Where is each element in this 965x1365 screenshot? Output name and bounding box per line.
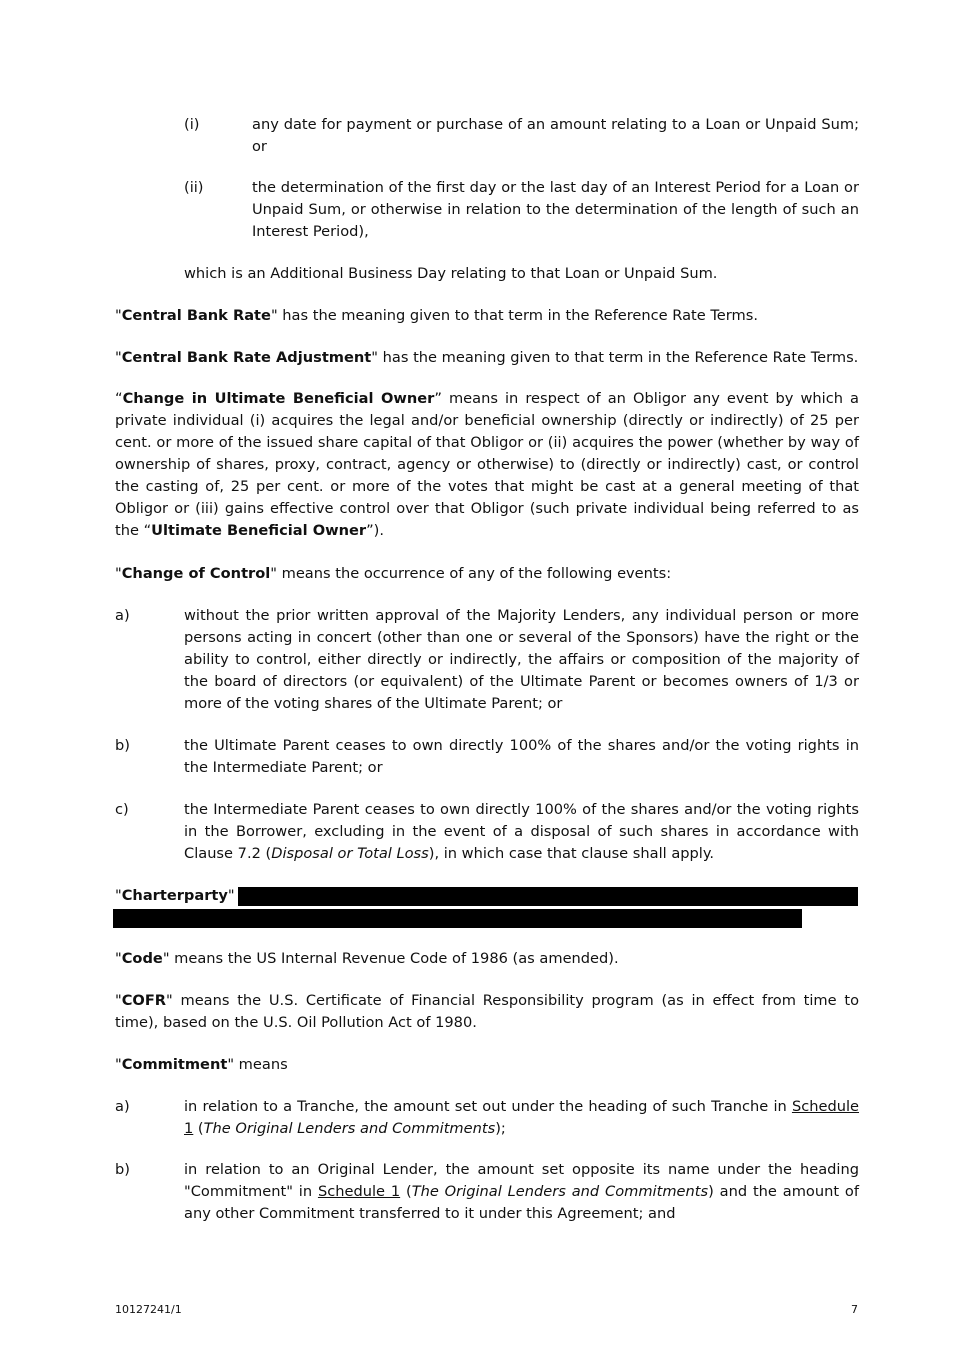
definition-central-bank-rate: "Central Bank Rate" has the meaning given to that term in the Reference Rate Terms.	[115, 307, 758, 324]
commitment-item-a-text: in relation to a Tranche, the amount set out under the heading of such Tranche in Schedule 1 (The Original Lenders and Commitments);	[184, 1098, 859, 1137]
defined-term: Code	[121, 950, 163, 967]
schedule-1-link[interactable]: Schedule 1	[317, 1183, 401, 1200]
footer-page-number: 7	[851, 1303, 858, 1316]
defined-term: Commitment	[121, 1056, 228, 1073]
redaction-bar	[113, 909, 802, 928]
definition-cofr: "COFR" means the U.S. Certificate of Financial Responsibility program (as in effect from time to time), based on the U.S. Oil Pollution Act of 1980.	[115, 992, 859, 1031]
defined-term-ubo: Ultimate Beneficial Owner	[151, 522, 367, 539]
coc-item-c-label: c)	[115, 801, 129, 818]
coc-item-b-text: the Ultimate Parent ceases to own directly 100% of the shares and/or the voting rights in the Intermediate Parent; or	[184, 737, 859, 776]
coc-item-b-label: b)	[115, 737, 130, 754]
coc-item-c-text: the Intermediate Parent ceases to own directly 100% of the shares and/or the voting rights in the Borrower, excluding in the event of a disposal of such shares in accordance with Clause 7.2 (Disposal or Total Loss), in which case that clause shall apply.	[184, 801, 859, 862]
defined-term: Charterparty	[121, 887, 228, 904]
definition-change-of-control: "Change of Control" means the occurrence of any of the following events:	[115, 565, 672, 582]
schedule-1-link[interactable]: Schedule 1	[184, 1098, 859, 1137]
item-ii-text: the determination of the first day or the last day of an Interest Period for a Loan or Unpaid Sum, or otherwise in relation to the determination of the length of such an Interest Period),	[252, 179, 859, 240]
definition-charterparty: "Charterparty"	[115, 887, 235, 904]
commitment-item-a-label: a)	[115, 1098, 130, 1115]
redaction-bar	[238, 887, 858, 906]
definition-change-in-ubo: “Change in Ultimate Beneficial Owner” means in respect of an Obligor any event by which a private individual (i) acquires the legal and/or beneficial ownership (directly or indirectly) of 25 per cent. or more of the issued share capital of that Obligor or (ii) acquires the power (whether by way of ownership of shares, proxy, contract, agency or otherwise) to (directly or indirectly) cast, or control the casting of, 25 per cent. or more of the votes that might be cast at a general meeting of that Obligor or (iii) gains effective control over that Obligor (such private individual being referred to as the “Ultimate Beneficial Owner”).	[115, 390, 859, 539]
definition-commitment: "Commitment" means	[115, 1056, 288, 1073]
defined-term: Central Bank Rate Adjustment	[121, 349, 372, 366]
coc-item-a-text: without the prior written approval of the Majority Lenders, any individual person or more persons acting in concert (other than one or several of the Sponsors) have the right or the ability to control, either directly or indirectly, the affairs or composition of the majority of the board of directors (or equivalent) of the Ultimate Parent or becomes owners of 1/3 or more of the voting shares of the Ultimate Parent; or	[184, 607, 859, 712]
defined-term: Change in Ultimate Beneficial Owner	[122, 390, 435, 407]
defined-term: COFR	[121, 992, 167, 1009]
item-ii-label: (ii)	[184, 179, 204, 196]
commitment-item-b-label: b)	[115, 1161, 130, 1178]
item-i-text: any date for payment or purchase of an amount relating to a Loan or Unpaid Sum; or	[252, 116, 859, 155]
commitment-item-b-text: in relation to an Original Lender, the amount set opposite its name under the heading "Commitment" in Schedule 1 (The Original Lenders and Commitments) and the amount of any other Commitment transferred to it under this Agreement; and	[184, 1161, 859, 1222]
business-day-tail: which is an Additional Business Day relating to that Loan or Unpaid Sum.	[184, 265, 718, 282]
item-i-label: (i)	[184, 116, 200, 133]
footer-doc-ref: 10127241/1	[115, 1303, 182, 1316]
definition-central-bank-rate-adjustment: "Central Bank Rate Adjustment" has the meaning given to that term in the Reference Rate Terms.	[115, 349, 859, 366]
definition-code: "Code" means the US Internal Revenue Code of 1986 (as amended).	[115, 950, 619, 967]
defined-term: Change of Control	[121, 565, 271, 582]
defined-term: Central Bank Rate	[121, 307, 271, 324]
coc-item-a-label: a)	[115, 607, 130, 624]
